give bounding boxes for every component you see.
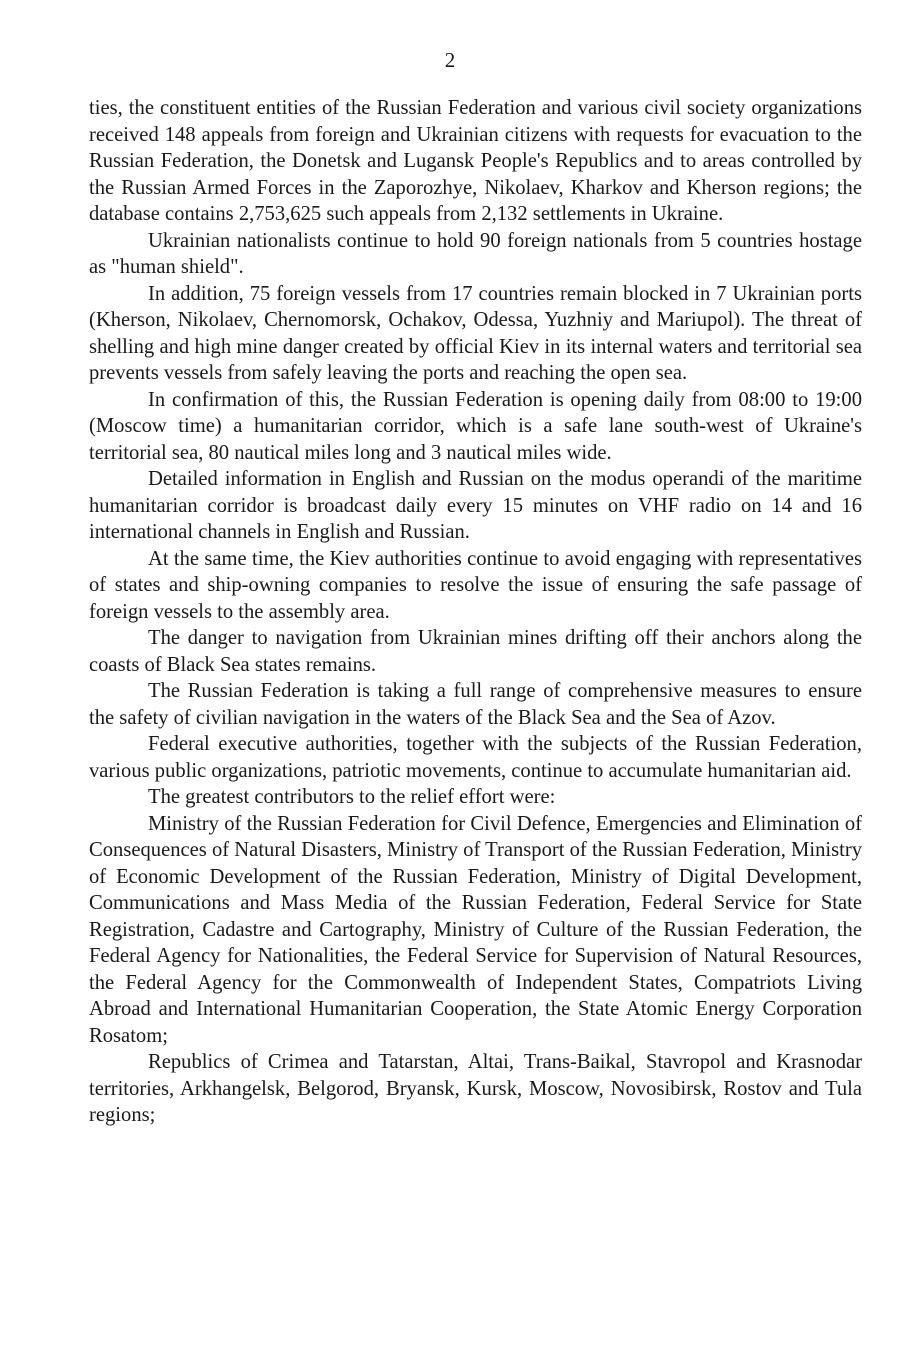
paragraph-6: At the same time, the Kiev authorities continue to avoid engaging with representatives of states and ship-owning companies to resolve the issue of ensuring the safe passage of foreign vessels to the assembly area.: [89, 547, 862, 623]
paragraph-10: The greatest contributors to the relief effort were:: [148, 786, 556, 808]
paragraph-1: ties, the constituent entities of the Russian Federation and various civil society organizations received 148 appeals from foreign and Ukrainian citizens with requests for evacuation to the Russian Federation, the Donetsk and Lugansk People's Republics and to areas controlled by the Russian Armed Forces in the Zaporozhye, Nikolaev, Kharkov and Kherson regions; the database contains 2,753,625 such appeals from 2,132 settlements in Ukraine.: [89, 97, 862, 225]
paragraph-2: Ukrainian nationalists continue to hold 90 foreign nationals from 5 countries hostage as "human shield".: [89, 229, 862, 278]
document-body: [89, 95, 862, 1129]
paragraph-9: Federal executive authorities, together with the subjects of the Russian Federation, various public organizations, patriotic movements, continue to accumulate humanitarian aid.: [89, 733, 862, 782]
paragraph-4: In confirmation of this, the Russian Federation is opening daily from 08:00 to 19:00 (Moscow time) a humanitarian corridor, which is a safe lane south-west of Ukraine's territorial sea, 80 nautical miles long and 3 nautical miles wide.: [89, 388, 862, 464]
page-number: 2: [444, 48, 456, 72]
paragraph-5: Detailed information in English and Russian on the modus operandi of the maritime humanitarian corridor is broadcast daily every 15 minutes on VHF radio on 14 and 16 international channels in English and Russian.: [89, 468, 862, 543]
paragraph-7: The danger to navigation from Ukrainian mines drifting off their anchors along the coasts of Black Sea states remains.: [89, 627, 862, 676]
paragraph-8: The Russian Federation is taking a full range of comprehensive measures to ensure the safety of civilian navigation in the waters of the Black Sea and the Sea of Azov.: [89, 680, 862, 729]
paragraph-12: Republics of Crimea and Tatarstan, Altai, Trans-Baikal, Stavropol and Krasnodar territories, Arkhangelsk, Belgorod, Bryansk, Kursk, Moscow, Novosibirsk, Rostov and Tula regions;: [89, 1051, 862, 1126]
paragraph-3: In addition, 75 foreign vessels from 17 countries remain blocked in 7 Ukrainian ports (Kherson, Nikolaev, Chernomorsk, Ochakov, Odessa, Yuzhniy and Mariupol). The threat of shelling and high mine danger created by official Kiev in its internal waters and territorial sea prevents vessels from safely leaving the ports and reaching the open sea.: [89, 282, 862, 384]
paragraph-11: Ministry of the Russian Federation for Civil Defence, Emergencies and Elimination of Consequences of Natural Disasters, Ministry of Transport of the Russian Federation, Ministry of Economic Development of the Russian Federation, Ministry of Digital Development, Communications and Mass Media of the Russian Federation, Federal Service for State Registration, Cadastre and Cartography, Ministry of Culture of the Russian Federation, the Federal Agency for Nationalities, the Federal Service for Supervision of Natural Resources, the Federal Agency for the Commonwealth of Independent States, Compatriots Living Abroad and International Humanitarian Cooperation, the State Atomic Energy Corporation Rosatom;: [89, 812, 862, 1047]
